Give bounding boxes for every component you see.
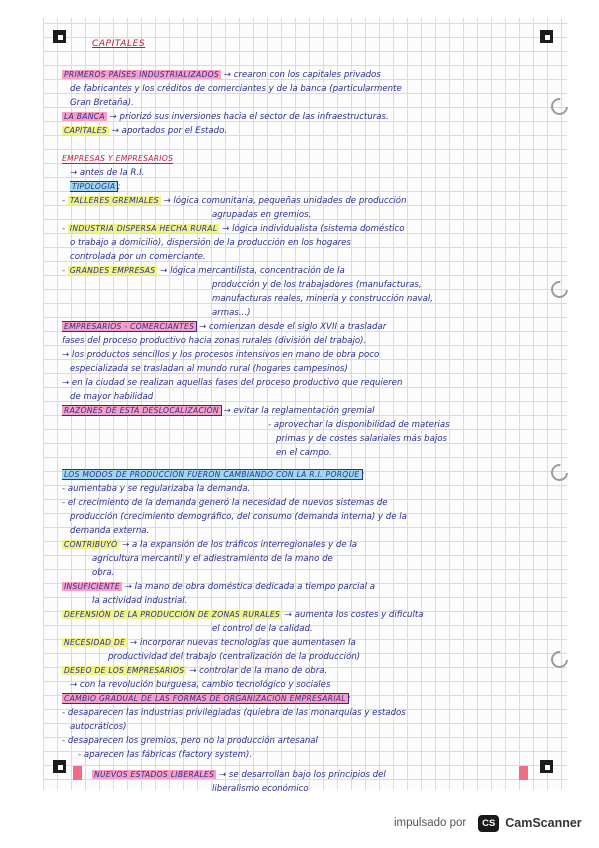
note-line: agrupadas en gremios. <box>212 210 312 220</box>
pink-tab-left <box>73 766 82 780</box>
scanner-brand <box>394 812 582 834</box>
note-line: la actividad industrial. <box>92 596 188 606</box>
camscanner-logo-icon: CS <box>478 815 499 832</box>
note-line: demanda externa. <box>70 526 150 536</box>
note-line: NECESIDAD DE → incorporar nuevas tecnologías que aumentasen la <box>64 638 356 648</box>
note-line: liberalismo económico <box>212 784 309 794</box>
note-line: el control de la calidad. <box>212 624 313 634</box>
note-line: RAZONES DE ESTA DESLOCALIZACIÓN → evitar la reglamentación gremial <box>64 406 375 416</box>
note-line: producción (crecimiento demográfico, del consumo (demanda interna) y de la <box>70 512 407 522</box>
note-line: → en la ciudad se realizan aquellas fases del proceso productivo que requieren <box>62 378 403 388</box>
note-line: producción y de los trabajadores (manufacturas, <box>212 280 422 290</box>
page-title: CAPITALES <box>92 39 146 49</box>
note-line: → con la revolución burguesa, cambio tecnológico y sociales <box>70 680 331 690</box>
note-line: CONTRIBUYÓ → a la expansión de los tráficos interregionales y de la <box>64 540 357 550</box>
note-line: TIPOLOGÍA : <box>72 182 121 192</box>
note-line: de mayor habilidad <box>70 392 154 402</box>
note-line: en el campo. <box>276 448 332 458</box>
note-line: - aprovechar la disponibilidad de materias <box>268 420 450 430</box>
note-line: de fabricantes y los créditos de comerciantes y de la banca (particularmente <box>70 84 402 94</box>
section-heading: EMPRESAS Y EMPRESARIOS <box>62 154 174 163</box>
note-line: - desaparecen los gremios, pero no la producción artesanal <box>62 736 318 746</box>
note-line: EMPRESARIOS - COMERCIANTES → comienzan desde el siglo XVII a trasladar <box>64 322 387 332</box>
note-line: CAPITALES → aportados por el Estado. <box>64 126 228 136</box>
note-line: especializada se trasladan al mundo rural (hogares campesinos) <box>70 364 348 374</box>
note-line: - GRANDES EMPRESAS → lógica mercantilista, concentración de la <box>62 266 345 276</box>
note-line: CAMBIO GRADUAL DE LAS FORMAS DE ORGANIZACIÓN EMPRESARIAL : <box>64 694 351 704</box>
camscanner-name: CamScanner <box>505 816 582 830</box>
note-line: - TALLERES GREMIALES → lógica comunitaria, pequeñas unidades de producción <box>62 196 407 206</box>
note-line: DEFENSIÓN DE LA PRODUCCIÓN DE ZONAS RURALES → aumenta los costes y dificulta <box>64 610 424 620</box>
note-line: o trabajo a domicilio), dispersión de la producción en los hogares <box>70 238 351 248</box>
note-line: Gran Bretaña). <box>70 98 134 108</box>
note-line: → los productos sencillos y los procesos intensivos en mano de obra poco <box>62 350 380 360</box>
note-line: - aparecen las fábricas (factory system). <box>78 750 253 760</box>
note-line: → antes de la R.I. <box>70 168 145 178</box>
note-line: - aumentaba y se regularizaba la demanda. <box>62 484 251 494</box>
note-line: DESEO DE LOS EMPRESARIOS → controlar de la mano de obra. <box>64 666 328 676</box>
note-line: LA BANCA → priorizó sus inversiones hacia el sector de las infraestructuras. <box>64 112 389 122</box>
note-line: manufacturas reales, minería y construcción naval, <box>212 294 434 304</box>
note-line: PRIMEROS PAÍSES INDUSTRIALIZADOS → crearon con los capitales privados <box>64 70 381 80</box>
scan-marker-bottom-left <box>53 760 66 773</box>
note-line: armas...) <box>212 308 251 318</box>
scan-marker-top-right <box>540 30 553 43</box>
note-line: INSUFICIENTE → la mano de obra doméstica dedicada a tiempo parcial a <box>64 582 376 592</box>
note-line: obra. <box>92 568 115 578</box>
note-line: productividad del trabajo (centralización de la producción) <box>108 652 361 662</box>
note-line: agricultura mercantil y el adiestramiento de la mano de <box>92 554 333 564</box>
note-line: - desaparecen las industrias privilegiadas (quiebra de las monarquías y estados <box>62 708 406 718</box>
note-line: controlada por un comerciante. <box>70 252 206 262</box>
note-line: primas y de costes salariales más bajos <box>276 434 447 444</box>
scan-marker-top-left <box>53 30 66 43</box>
note-line: - INDUSTRIA DISPERSA HECHA RURAL → lógica individualista (sistema doméstico <box>62 224 405 234</box>
note-line: LOS MODOS DE PRODUCCIÓN FUERON CAMBIANDO CON LA R.I. PORQUE : <box>64 470 365 480</box>
note-line: fases del proceso productivo hacia zonas rurales (división del trabajo). <box>62 336 367 346</box>
note-line: autocráticos) <box>70 722 127 732</box>
powered-by-label: impulsado por <box>394 817 467 829</box>
note-line: NUEVOS ESTADOS LIBERALES → se desarrollan bajo los principios del <box>94 770 386 780</box>
note-line: - el crecimiento de la demanda generó la necesidad de nuevos sistemas de <box>62 498 388 508</box>
